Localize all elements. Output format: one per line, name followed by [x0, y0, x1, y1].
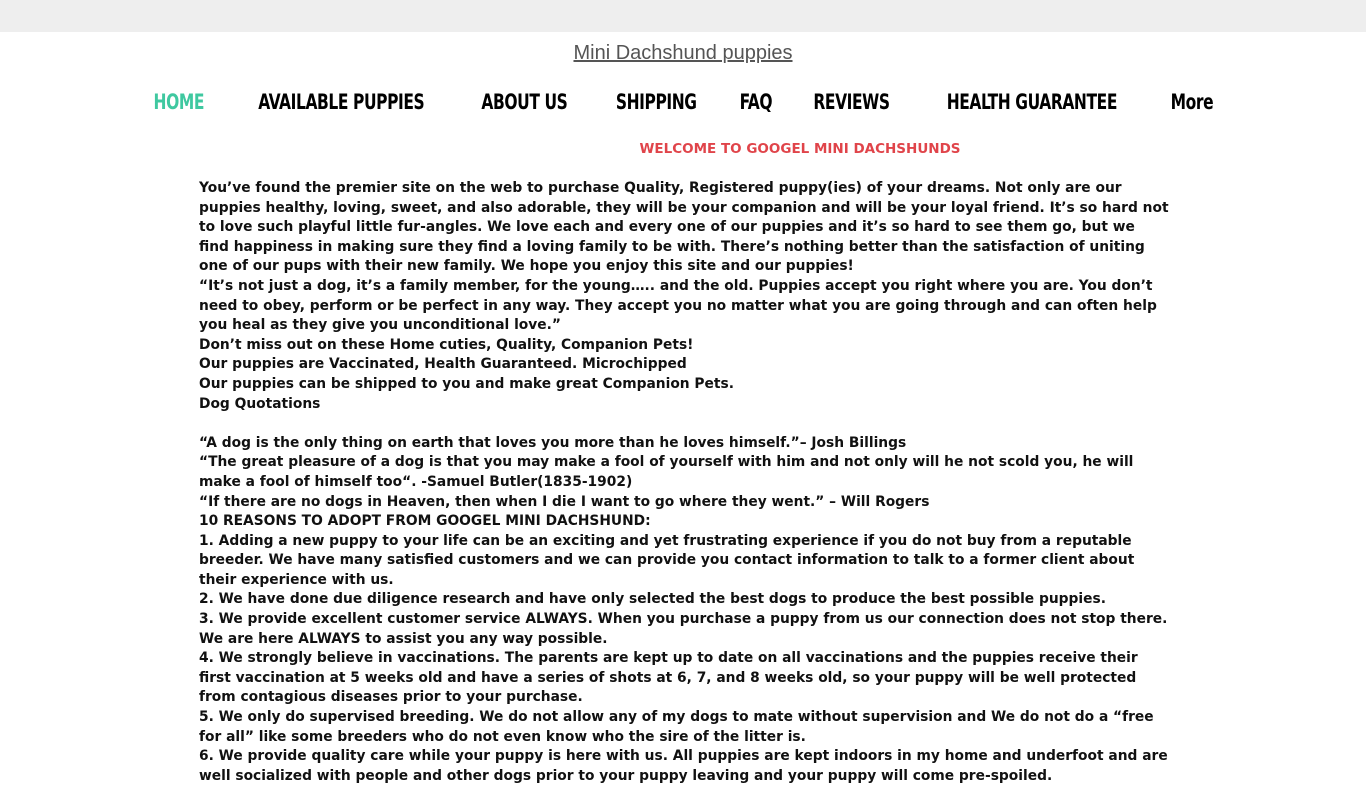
site-title-link[interactable]: Mini Dachshund puppies	[573, 42, 793, 64]
reason-item: 1. Adding a new puppy to your life can be an exciting and yet frustrating experience if you do not buy from a reputable breeder. We have many satisfied customers and we can provide you contact information to talk to a former client about their experience with us.	[199, 532, 1135, 588]
dog-quotations-heading: Dog Quotations	[199, 395, 321, 412]
reason-item: 5. We only do supervised breeding. We do not allow any of my dogs to mate without supervision and We do not do a “free for all” like some breeders who do not even know who the sire of the litter is.	[199, 709, 1154, 745]
shipped-line: Our puppies can be shipped to you and make great Companion Pets.	[199, 375, 734, 392]
nav-item-reviews[interactable]: REVIEWS	[813, 90, 890, 114]
main-navigation	[0, 86, 1366, 118]
quote-billings: “A dog is the only thing on earth that loves you more than he loves himself.”– Josh Billings	[199, 434, 907, 451]
vaccinated-line: Our puppies are Vaccinated, Health Guaranteed. Microchipped	[199, 356, 687, 373]
nav-item-available-puppies[interactable]: AVAILABLE PUPPIES	[257, 90, 425, 114]
reason-item: 4. We strongly believe in vaccinations. The parents are kept up to date on all vaccinations and the puppies receive their first vaccination at 5 weeks old and have a series of shots at 6, 7, and 8 weeks old, so your puppy will be well protected from contagious diseases prior to your purchase.	[199, 650, 1138, 706]
main-content	[199, 179, 1169, 786]
quote-butler: “The great pleasure of a dog is that you may make a fool of yourself with him and not only will he not scold you, he will make a fool of himself too“. -Samuel Butler(1835-1902)	[199, 454, 1134, 490]
nav-item-more[interactable]: More	[1170, 90, 1214, 114]
family-quote: “It’s not just a dog, it’s a family member, for the young….. and the old. Puppies accept you right where you are. You don’t need to obey, perform or be perfect in any way. They accept you no matter what you are going through and can often help you heal as they give you unconditional love.”	[199, 277, 1157, 334]
nav-item-shipping[interactable]: SHIPPING	[615, 90, 697, 114]
nav-item-faq[interactable]: FAQ	[739, 90, 772, 114]
reason-item: 3. We provide excellent customer service ALWAYS. When you purchase a puppy from us our connection does not stop there. We are here ALWAYS to assist you any way possible.	[199, 611, 1168, 647]
reasons-heading: 10 REASONS TO ADOPT FROM GOOGEL MINI DACHSHUND:	[199, 513, 651, 530]
dont-miss-line: Don’t miss out on these Home cuties, Quality, Companion Pets!	[199, 336, 694, 353]
browser-top-bar	[0, 0, 1366, 32]
nav-item-about-us[interactable]: ABOUT US	[481, 90, 568, 114]
nav-item-health-guarantee[interactable]: HEALTH GUARANTEE	[946, 90, 1118, 114]
spacer	[199, 414, 1169, 434]
intro-paragraph: You’ve found the premier site on the web to purchase Quality, Registered puppy(ies) of your dreams. Not only are our puppies healthy, loving, sweet, and also adorable, they will be your companion and will be your loyal friend. It’s so hard not to love such playful little fur-angles. We love each and every one of our puppies and it’s so hard to see them go, but we find happiness in making sure they find a loving family to be with. There’s nothing better than the satisfaction of uniting one of our pups with their new family. We hope you enjoy this site and our puppies!	[199, 180, 1169, 275]
reason-item: 2. We have done due diligence research and have only selected the best dogs to produce the best possible puppies.	[199, 591, 1106, 608]
welcome-heading: WELCOME TO GOOGEL MINI DACHSHUNDS	[639, 141, 961, 157]
quote-rogers: “If there are no dogs in Heaven, then when I die I want to go where they went.” – Will Rogers	[199, 493, 930, 510]
reason-item: 6. We provide quality care while your puppy is here with us. All puppies are kept indoors in my home and underfoot and are well socialized with people and other dogs prior to your puppy leaving and your puppy will come pre-spoiled.	[199, 748, 1168, 784]
nav-item-home[interactable]: HOME	[153, 90, 205, 114]
